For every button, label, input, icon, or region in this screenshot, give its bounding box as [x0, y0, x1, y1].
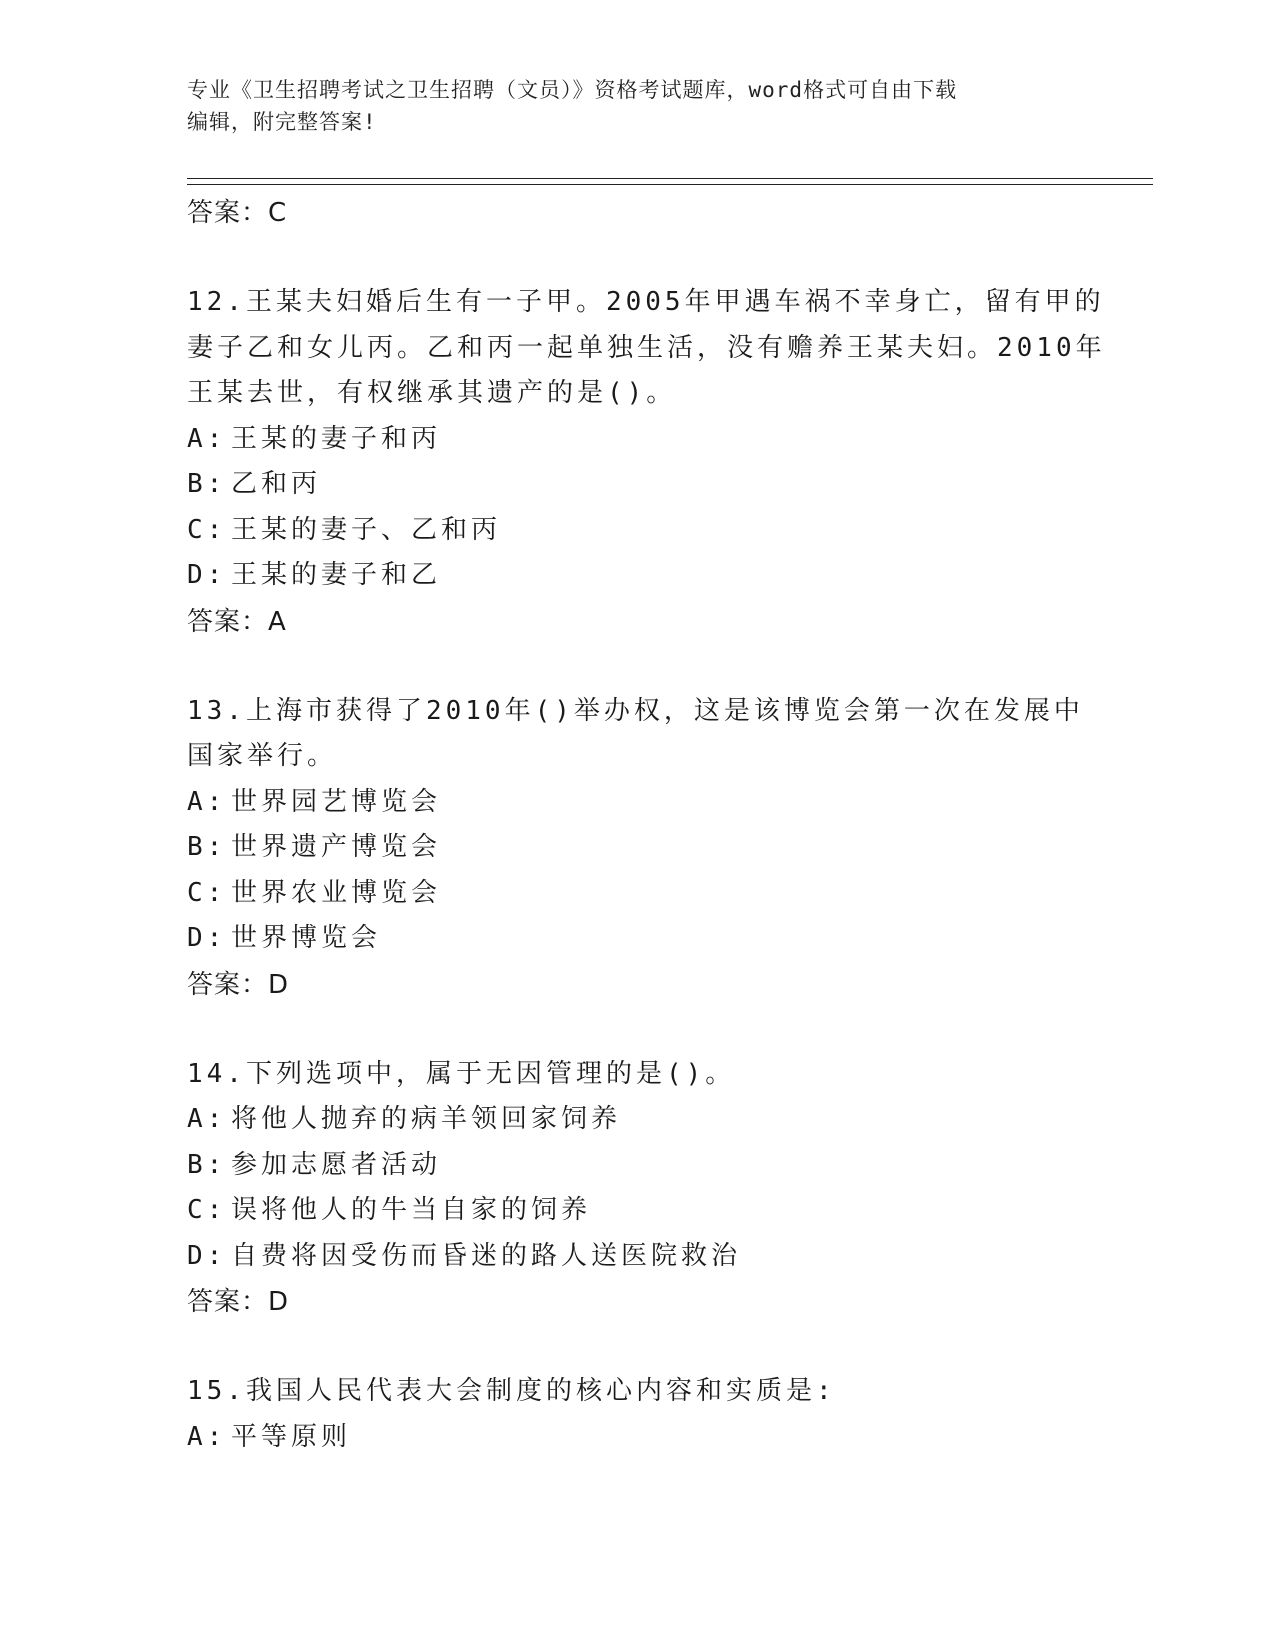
option-a: [187, 1415, 1107, 1461]
option-d: [187, 916, 1107, 962]
option-b: [187, 825, 1107, 871]
option-b: [187, 462, 1107, 508]
question-text: 15.我国人民代表大会制度的核心内容和实质是:: [187, 1376, 836, 1406]
option-c: [187, 1188, 1107, 1234]
option-a: [187, 780, 1107, 826]
option-letter: A:: [187, 1104, 227, 1134]
answer-line: 答案：D: [187, 969, 290, 1000]
option-text: 参加志愿者活动: [231, 1149, 442, 1180]
option-b: [187, 1143, 1107, 1189]
header-divider-top: [187, 178, 1153, 179]
option-a: [187, 417, 1107, 463]
option-letter: A:: [187, 1421, 227, 1452]
option-c: [187, 871, 1107, 917]
option-letter: A:: [187, 786, 227, 817]
header-line-1: 专业《卫生招聘考试之卫生招聘（文员）》资格考试题库，word格式可自由下载: [187, 78, 958, 102]
option-text: 将他人抛弃的病羊领回家饲养: [231, 1104, 622, 1134]
option-letter: C:: [187, 514, 227, 545]
option-letter: A:: [187, 423, 227, 454]
question-text: 12.王某夫妇婚后生有一子甲。2005年甲遇车祸不幸身亡，留有甲的妻子乙和女儿丙。乙和丙一起单独生活，没有赡养王某夫妇。2010年王某去世，有权继承其遗产的是()。: [187, 287, 1106, 408]
option-text: 王某的妻子和丙: [231, 423, 442, 454]
question-block: [187, 280, 1107, 645]
option-letter: B:: [187, 1149, 227, 1180]
question-block: [187, 689, 1107, 1008]
option-text: 王某的妻子和乙: [231, 560, 442, 590]
option-letter: C:: [187, 877, 227, 908]
answer-line: 答案：A: [187, 606, 287, 637]
document-header: [187, 74, 1087, 138]
answer-line: 答案：D: [187, 1287, 290, 1317]
option-text: 世界博览会: [231, 923, 382, 953]
question-block: [187, 1052, 1107, 1326]
option-c: [187, 508, 1107, 554]
option-letter: D:: [187, 1240, 227, 1271]
option-letter: D:: [187, 923, 227, 953]
option-text: 王某的妻子、乙和丙: [231, 514, 502, 545]
option-letter: B:: [187, 832, 227, 862]
question-text: 13.上海市获得了2010年()举办权，这是该博览会第一次在发展中国家举行。: [187, 695, 1084, 771]
answer-line: 答案：C: [187, 198, 288, 228]
option-text: 自费将因受伤而昏迷的路人送医院救治: [231, 1240, 742, 1271]
option-text: 误将他人的牛当自家的饲养: [231, 1195, 592, 1225]
option-letter: D:: [187, 560, 227, 590]
question-block: [187, 1369, 1107, 1460]
option-text: 乙和丙: [231, 469, 322, 499]
option-text: 世界农业博览会: [231, 877, 442, 908]
option-text: 平等原则: [231, 1421, 352, 1452]
option-d: [187, 1234, 1107, 1280]
question-list: [187, 190, 1107, 1460]
option-text: 世界遗产博览会: [231, 832, 442, 862]
option-text: 世界园艺博览会: [231, 786, 442, 817]
option-a: [187, 1097, 1107, 1143]
header-line-2: 编辑，附完整答案!: [187, 110, 377, 134]
option-letter: B:: [187, 469, 227, 499]
question-text: 14.下列选项中，属于无因管理的是()。: [187, 1058, 736, 1089]
option-d: [187, 553, 1107, 599]
option-letter: C:: [187, 1195, 227, 1225]
header-divider-bottom: [187, 184, 1153, 185]
